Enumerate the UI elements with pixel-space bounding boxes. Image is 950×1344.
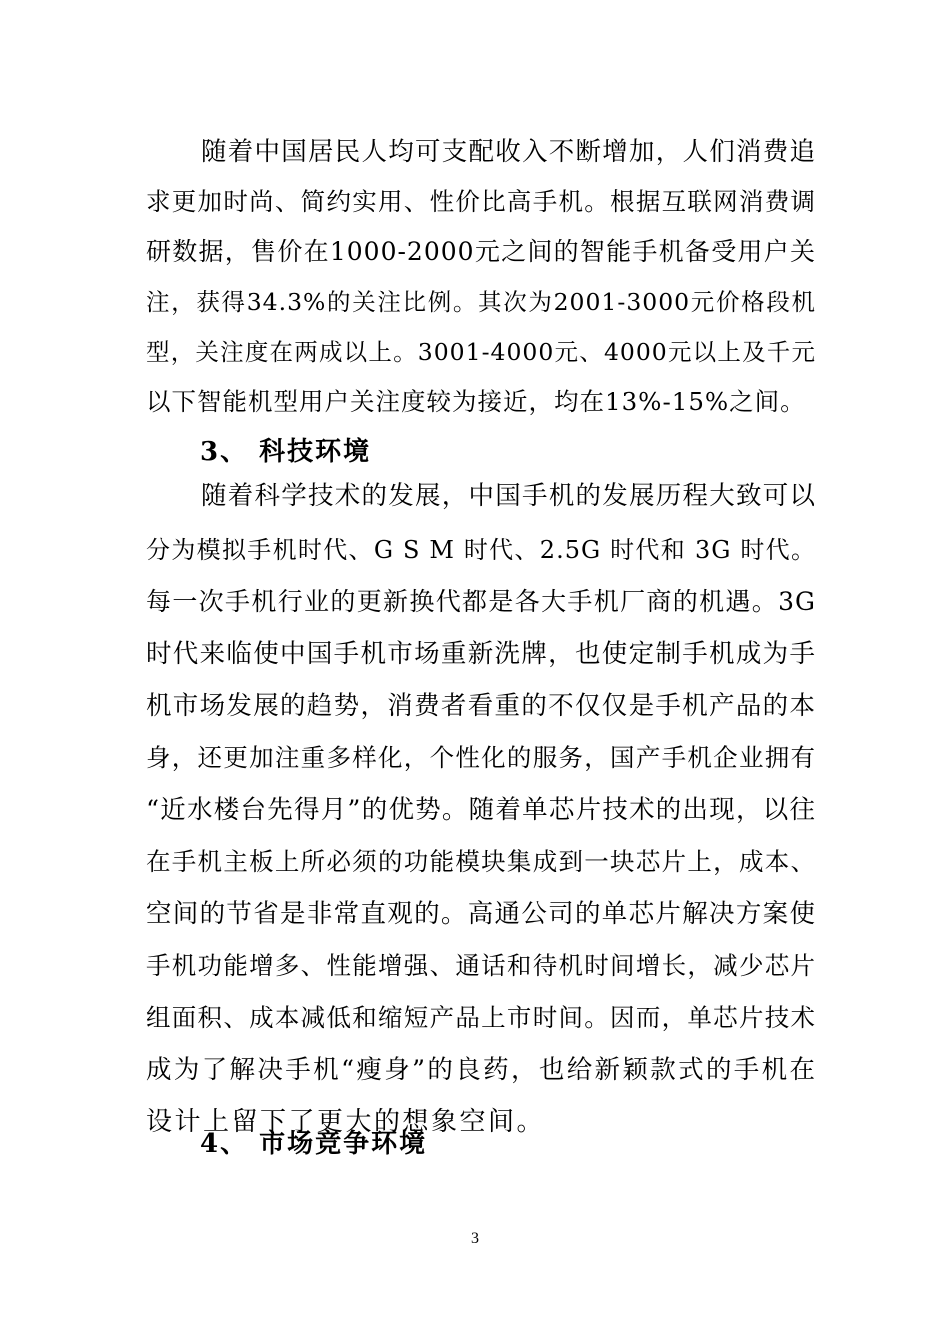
section-heading-technology: 3、 科技环境 [200, 437, 372, 467]
text-line: “近水楼台先得月”的优势。随着单芯片技术的出现，以往 [146, 795, 816, 825]
text-line: 机市场发展的趋势，消费者看重的不仅仅是手机产品的本 [146, 691, 816, 721]
text-line: 空间的节省是非常直观的。高通公司的单芯片解决方案使 [146, 899, 816, 929]
text-line: 求更加时尚、简约实用、性价比高手机。根据互联网消费调 [146, 187, 816, 216]
text-line: 身，还更加注重多样化，个性化的服务，国产手机企业拥有 [146, 743, 816, 772]
text-line: 每一次手机行业的更新换代都是各大手机厂商的机遇。3G [146, 587, 816, 616]
text-line: 手机功能增多、性能增强、通话和待机时间增长，减少芯片 [146, 951, 816, 980]
text-line: 设计上留下了更大的想象空间。 [146, 1107, 546, 1137]
text-line: 注，获得34.3%的关注比例。其次为2001-3000元价格段机 [146, 288, 816, 316]
text-line: 在手机主板上所必须的功能模块集成到一块芯片上，成本、 [146, 847, 816, 876]
text-line: 以下智能机型用户关注度较为接近，均在13%-15%之间。 [146, 387, 806, 416]
text-line: 时代来临使中国手机市场重新洗牌，也使定制手机成为手 [146, 639, 816, 669]
text-line: 组面积、成本减低和缩短产品上市时间。因而，单芯片技术 [146, 1003, 816, 1032]
text-line: 型，关注度在两成以上。3001-4000元、4000元以上及千元 [146, 338, 816, 366]
text-line: 随着科学技术的发展，中国手机的发展历程大致可以 [201, 481, 816, 511]
page-number: 3 [471, 1230, 479, 1247]
text-line: 随着中国居民人均可支配收入不断增加，人们消费追 [201, 137, 816, 167]
text-line: 研数据，售价在1000-2000元之间的智能手机备受用户关 [146, 237, 816, 266]
text-line: 成为了解决手机“瘦身”的良药，也给新颖款式的手机在 [146, 1055, 816, 1085]
text-line: 分为模拟手机时代、G S M 时代、2.5G 时代和 3G 时代。 [146, 536, 816, 564]
section-heading-market-competition: 4、 市场竞争环境 [200, 1129, 428, 1159]
